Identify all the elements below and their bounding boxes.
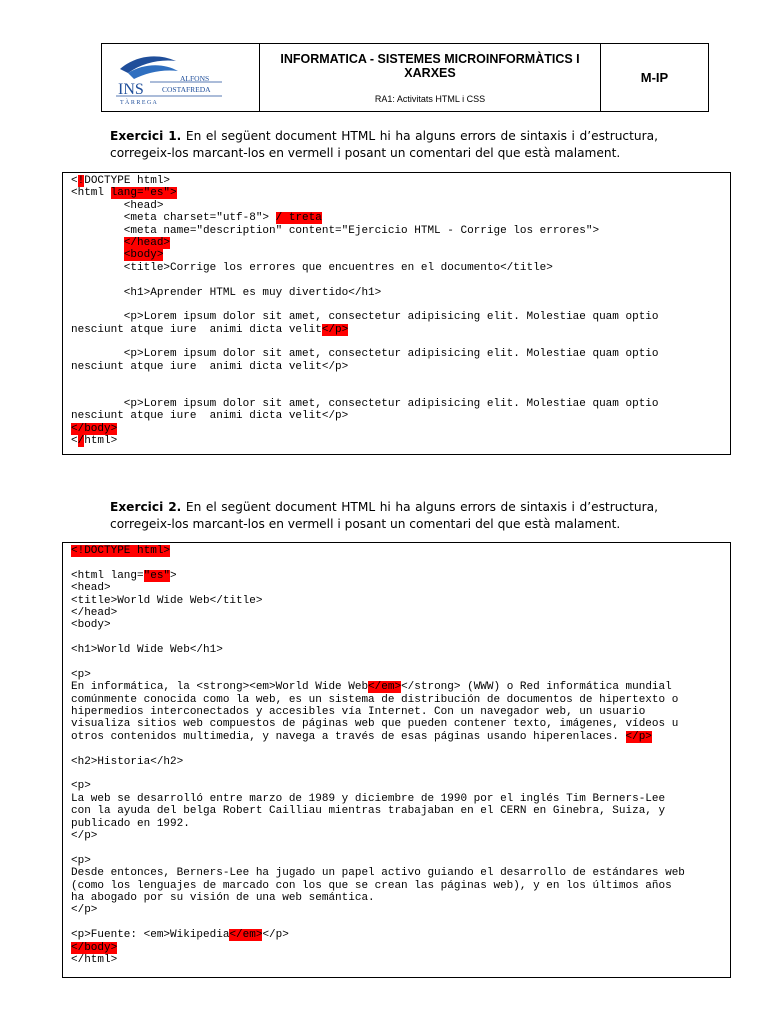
code-line — [71, 175, 659, 187]
code-line — [71, 743, 685, 755]
code-line — [71, 274, 659, 286]
code-line — [71, 929, 685, 941]
code-text: < — [71, 435, 78, 448]
code-line — [71, 942, 685, 954]
code-line — [71, 287, 659, 299]
code-text: <h2>Historia</h2> — [71, 755, 184, 768]
code-text: En informática, la <strong><em>World Wide Web — [71, 681, 369, 694]
error-highlight: lang="es"> — [110, 187, 177, 200]
code-text: (como los lenguajes de marcado con los que se crean las páginas web), y en los últimos años — [71, 879, 672, 892]
code-text: </p> — [71, 904, 98, 917]
code-line — [71, 545, 685, 557]
error-highlight: </head> — [123, 236, 171, 249]
code-text: > — [170, 569, 177, 582]
exercise-1-label: Exercici 1. — [110, 129, 182, 143]
header-code: M-IP — [640, 70, 669, 85]
code-text: <title>Corrige los errores que encuentres en el documento</title> — [71, 261, 553, 274]
code-text: <p>Lorem ipsum dolor sit amet, consectetur adipisicing elit. Molestiae quam optio — [71, 311, 659, 324]
exercise-2-statement — [110, 499, 658, 533]
logo-ins: INS — [118, 81, 144, 98]
code-line — [71, 311, 659, 323]
exercise-2-label: Exercici 2. — [110, 500, 182, 514]
code-text: <p> — [71, 854, 91, 867]
code-line — [71, 805, 685, 817]
code-line — [71, 657, 685, 669]
code-line — [71, 694, 685, 706]
code-box-1 — [62, 172, 731, 455]
code-line — [71, 644, 685, 656]
code-line — [71, 818, 685, 830]
code-text: <head> — [71, 582, 111, 595]
code-text: otros contenidos multimedia, y navega a través de esas páginas usando hiperenlaces. — [71, 730, 626, 743]
code-line — [71, 904, 685, 916]
code-text: </p> — [71, 829, 98, 842]
code-line — [71, 187, 659, 199]
logo-name1: ALFONS — [180, 74, 210, 83]
code-text: < — [71, 175, 78, 187]
code-line — [71, 324, 659, 336]
code-text: html> — [84, 435, 118, 448]
code-line — [71, 607, 685, 619]
error-highlight: / treta — [275, 212, 322, 225]
code-line — [71, 867, 685, 879]
code-text: </p> — [262, 929, 289, 942]
code-line — [71, 410, 659, 422]
exercise-2-text: En el següent document HTML hi ha alguns errors de sintaxis i d’estructura, corregeix-los marcant-los en vermell i posant un comentari del que està malament. — [110, 500, 658, 531]
code-line — [71, 880, 685, 892]
code-line — [71, 582, 685, 594]
code-block-2 — [71, 545, 685, 966]
error-highlight: </p> — [321, 323, 349, 336]
code-line — [71, 237, 659, 249]
code-text: <h1>World Wide Web</h1> — [71, 644, 223, 657]
code-line — [71, 595, 685, 607]
header-title: INFORMATICA - SISTEMES MICROINFORMÀTICS I XARXES — [280, 52, 580, 80]
code-line — [71, 780, 685, 792]
code-text: <h1>Aprender HTML es muy divertido</h1> — [71, 286, 382, 299]
code-box-2 — [62, 542, 731, 978]
error-highlight: </em> — [368, 681, 402, 694]
code-text: <p>Lorem ipsum dolor sit amet, consectetur adipisicing elit. Molestiae quam optio — [71, 398, 659, 411]
code-line — [71, 892, 685, 904]
error-highlight: / — [77, 435, 85, 448]
logo-name2: COSTAFREDA — [162, 85, 211, 94]
code-text: nesciunt atque iure animi dicta velit</p> — [71, 360, 349, 373]
code-text: </html> — [71, 953, 118, 966]
error-highlight: </body> — [71, 422, 118, 435]
code-text: </strong> (WWW) o Red informática mundial — [401, 681, 672, 694]
code-line — [71, 570, 685, 582]
code-line — [71, 423, 659, 435]
code-line — [71, 200, 659, 212]
code-line — [71, 718, 685, 730]
code-line — [71, 731, 685, 743]
exercise-1-text: En el següent document HTML hi ha alguns errors de sintaxis i d’estructura, corregeix-los marcant-los en vermell i posant un comentari del que està malament. — [110, 129, 658, 160]
code-text: <p> — [71, 668, 91, 681]
code-text: DOCTYPE html> — [84, 175, 171, 187]
error-highlight: <body> — [123, 249, 164, 262]
error-highlight: </em> — [229, 929, 263, 942]
code-text: hipermedios interconectados y accesibles vía Internet. Con un navegador web, un usuario — [71, 706, 646, 719]
code-line — [71, 917, 685, 929]
code-text: <p> — [71, 780, 91, 793]
code-text — [71, 237, 124, 249]
code-line — [71, 386, 659, 398]
error-highlight: "es" — [143, 569, 171, 582]
error-highlight: <!DOCTYPE html> — [71, 545, 171, 557]
code-text — [71, 249, 124, 261]
code-text: <head> — [71, 199, 164, 212]
code-line — [71, 398, 659, 410]
code-line — [71, 373, 659, 385]
code-line — [71, 756, 685, 768]
code-text: <body> — [71, 619, 111, 632]
code-line — [71, 336, 659, 348]
exercise-1-statement — [110, 128, 658, 162]
code-line — [71, 348, 659, 360]
code-text: <p>Lorem ipsum dolor sit amet, consectetur adipisicing elit. Molestiae quam optio — [71, 348, 659, 361]
code-text: ha abogado por su visión de una web semántica. — [71, 891, 375, 904]
code-line — [71, 299, 659, 311]
error-highlight: ! — [77, 175, 85, 187]
code-text: comúnmente conocida como la web, es un sistema de distribución de documentos de hipertexto o — [71, 693, 679, 706]
document-header — [101, 43, 709, 112]
code-line — [71, 669, 685, 681]
code-line — [71, 842, 685, 854]
code-text: Desde entonces, Berners-Lee ha jugado un papel activo guiando el desarrollo de estándares web — [71, 867, 685, 880]
code-text: <html lang= — [71, 569, 144, 582]
code-line — [71, 954, 685, 966]
code-line — [71, 619, 685, 631]
code-text: <html — [71, 187, 111, 200]
code-text: con la ayuda del belga Robert Cailliau mientras trabajaban en el CERN en Ginebra, Suiza, y — [71, 805, 666, 818]
error-highlight: </p> — [625, 730, 652, 743]
code-line — [71, 435, 659, 447]
error-highlight: </body> — [71, 941, 118, 954]
code-line — [71, 830, 685, 842]
code-line — [71, 706, 685, 718]
code-text: <title>World Wide Web</title> — [71, 594, 263, 607]
code-line — [71, 225, 659, 237]
code-text: La web se desarrolló entre marzo de 1989 y diciembre de 1990 por el inglés Tim Berners-Lee — [71, 792, 666, 805]
code-line — [71, 557, 685, 569]
code-text: nesciunt atque iure animi dicta velit — [71, 323, 322, 336]
code-line — [71, 768, 685, 780]
code-text: <meta charset="utf-8"> — [71, 212, 276, 225]
code-line — [71, 793, 685, 805]
code-text: publicado en 1992. — [71, 817, 190, 830]
logo-icon — [114, 51, 248, 107]
code-line — [71, 249, 659, 261]
code-line — [71, 262, 659, 274]
header-title-cell — [260, 44, 601, 111]
code-text: <p>Fuente: <em>Wikipedia — [71, 929, 230, 942]
school-logo — [102, 44, 260, 111]
code-text: <meta name="description" content="Ejercicio HTML - Corrige los errores"> — [71, 224, 600, 237]
code-text: </head> — [71, 606, 118, 619]
code-line — [71, 681, 685, 693]
code-line — [71, 212, 659, 224]
code-text: visualiza sitios web compuestos de páginas web que pueden contener texto, imágenes, vídeos u — [71, 718, 679, 731]
code-line — [71, 855, 685, 867]
logo-city: T À R R E G A — [120, 100, 157, 106]
code-block-1 — [71, 175, 659, 448]
header-subtitle: RA1: Activitats HTML i CSS — [374, 94, 486, 104]
code-line — [71, 632, 685, 644]
code-line — [71, 361, 659, 373]
code-text: nesciunt atque iure animi dicta velit</p> — [71, 410, 349, 423]
